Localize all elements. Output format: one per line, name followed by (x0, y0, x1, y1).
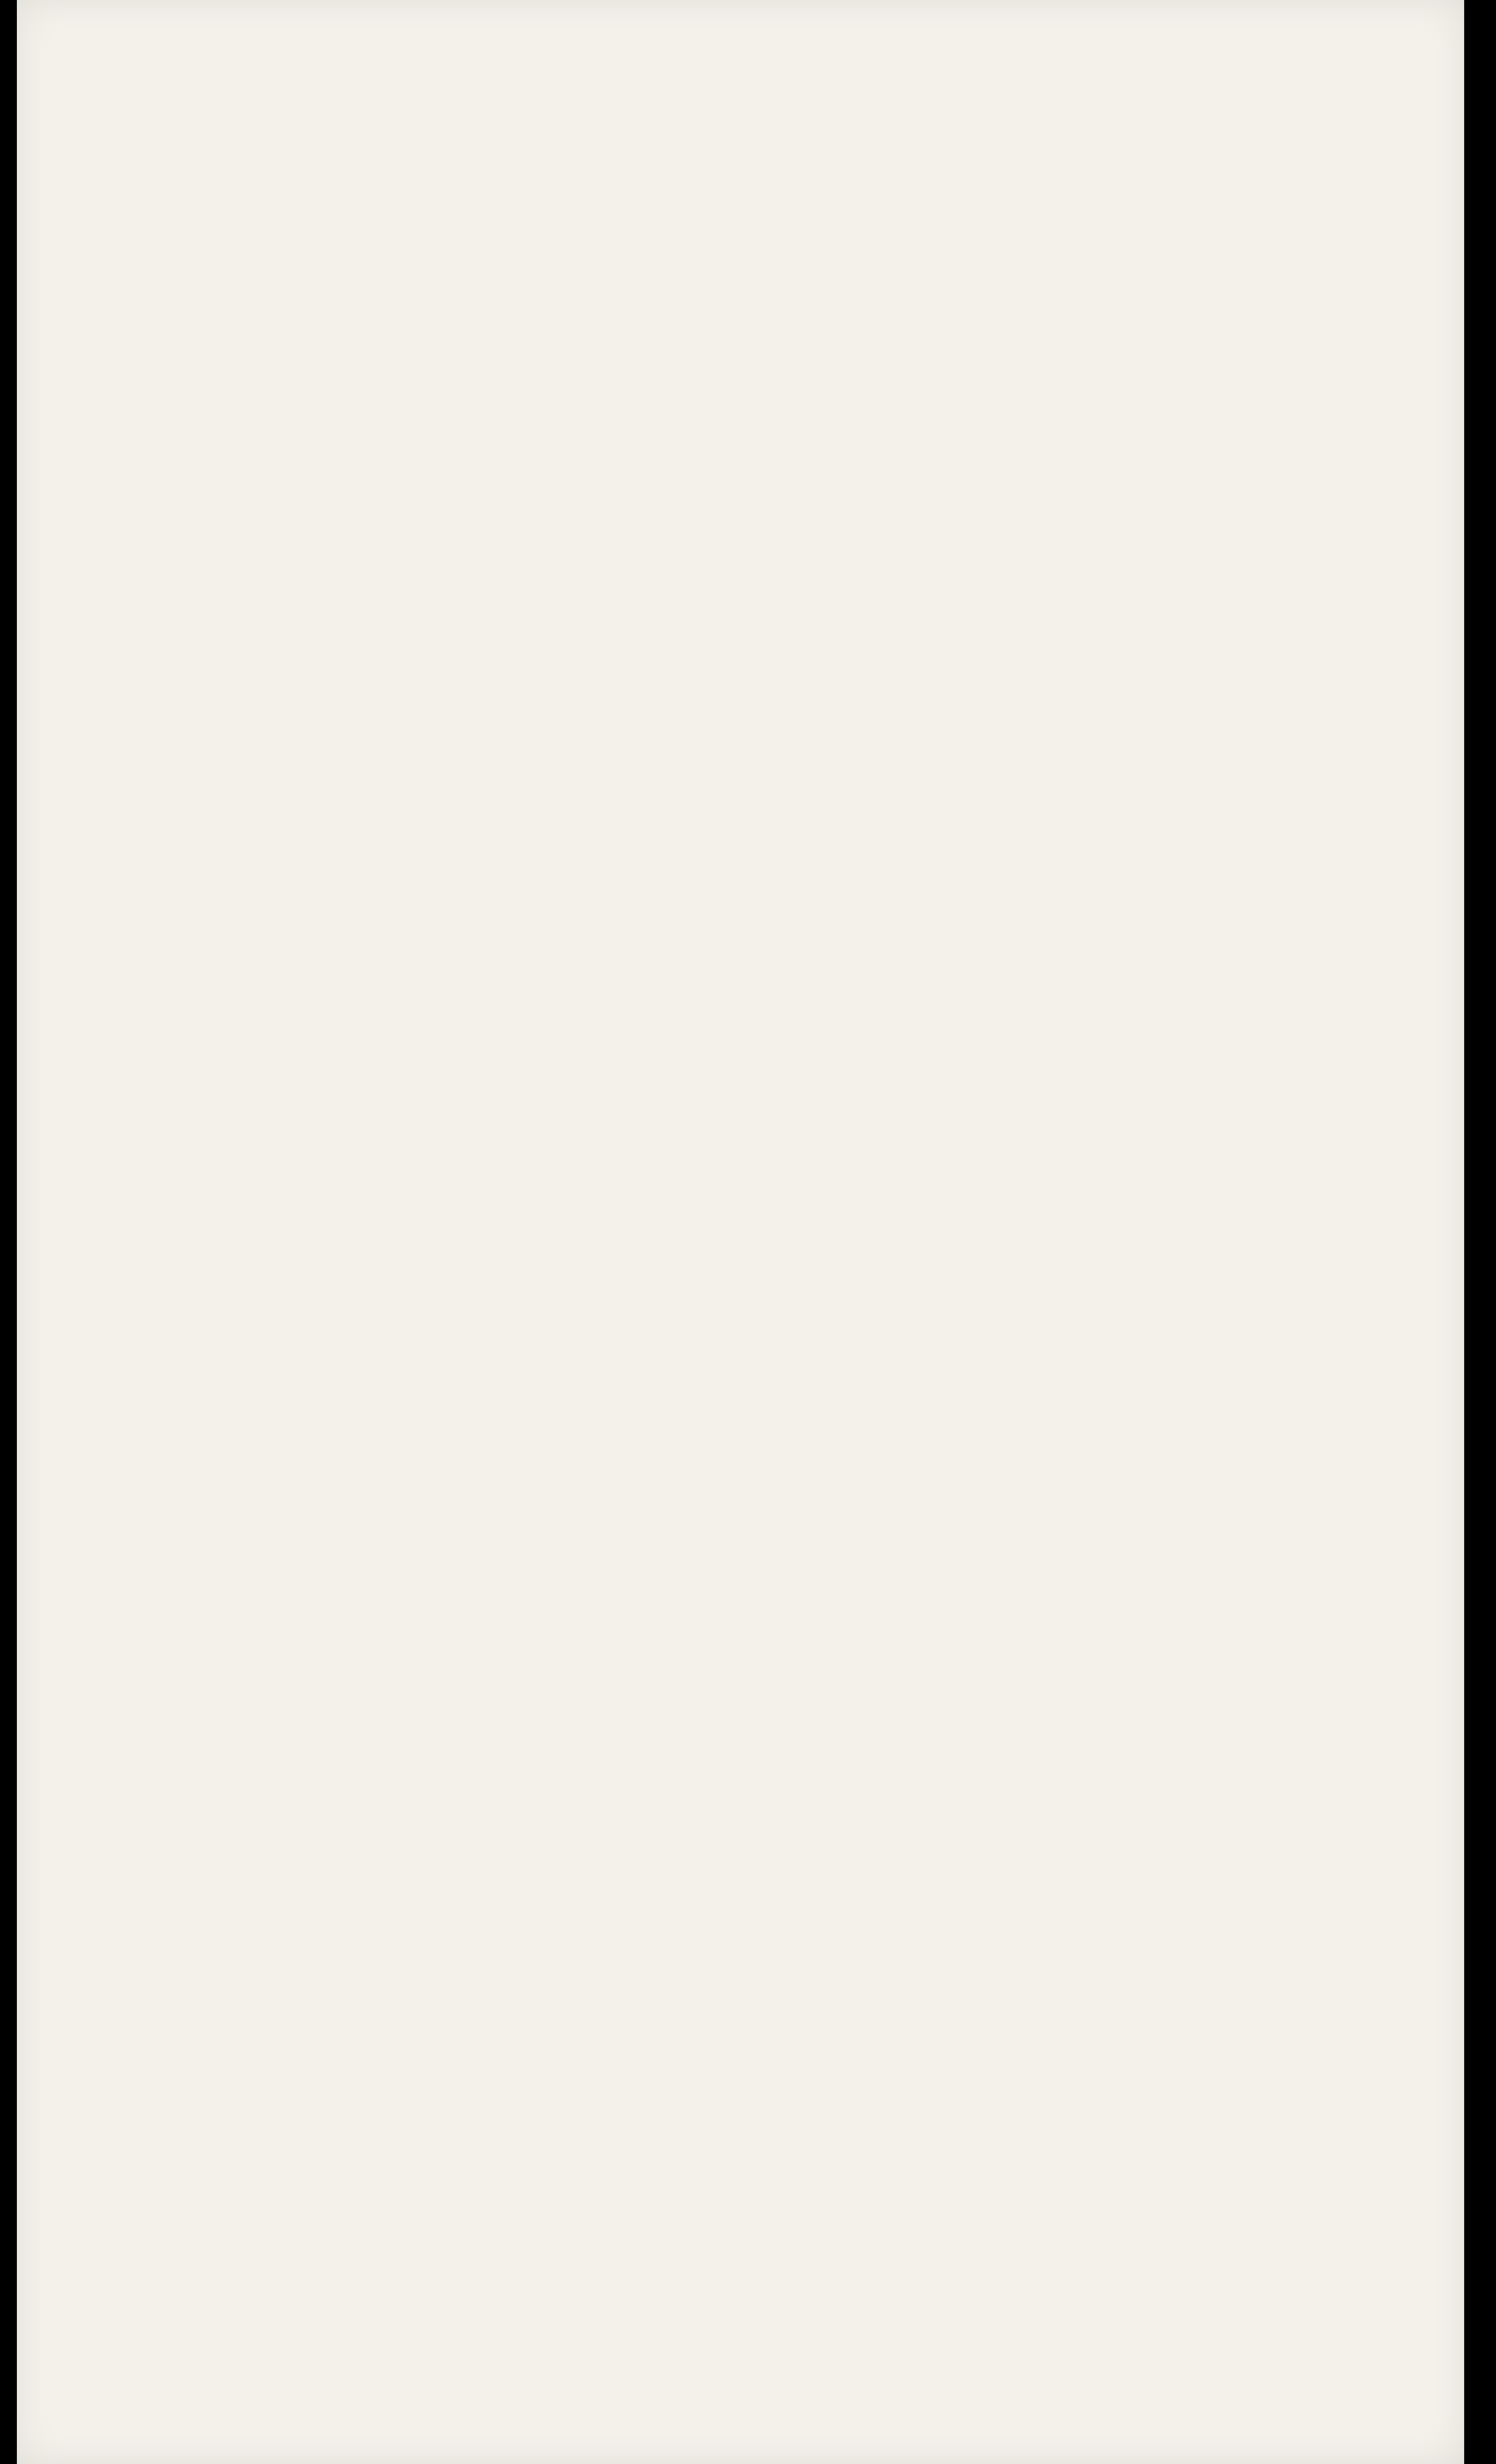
page-content (54, 140, 1438, 204)
closing-stars (17, 2338, 1464, 2394)
section-heading (54, 153, 1438, 193)
document-page (17, 0, 1464, 2464)
